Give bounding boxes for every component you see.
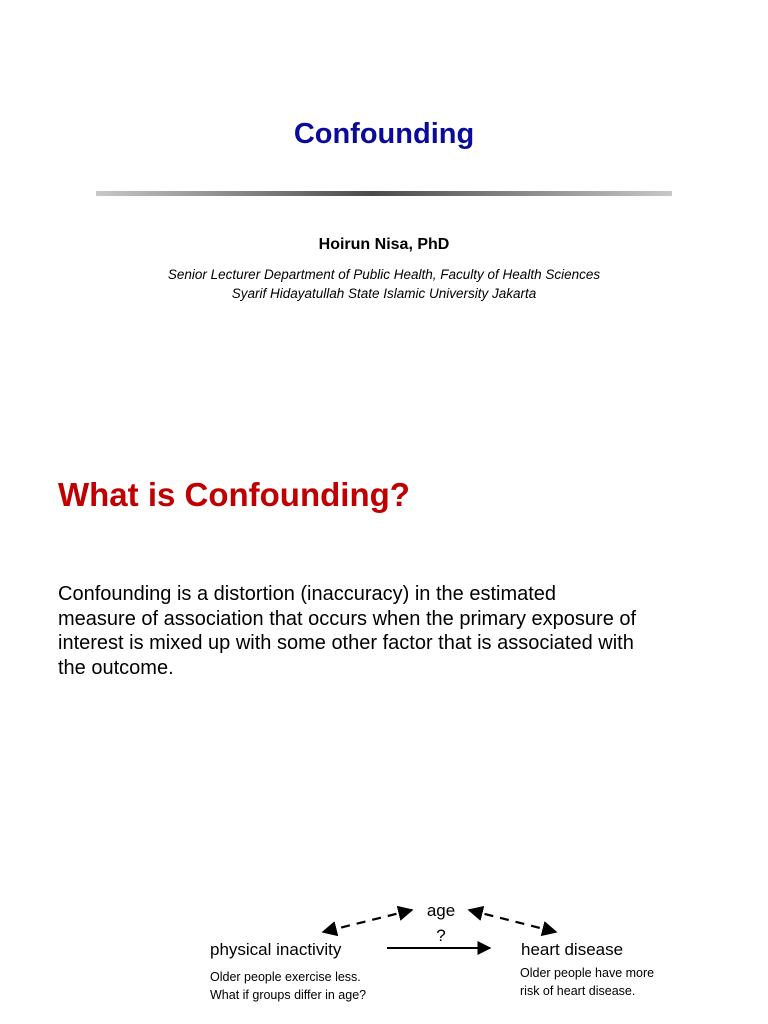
outcome-note-line-1: Older people have more	[520, 966, 655, 980]
title-divider	[96, 191, 672, 196]
affiliation-line-2: Syarif Hidayatullah State Islamic University Jakarta	[231, 286, 537, 301]
exposure-label: physical inactivity	[210, 940, 342, 959]
association-question-mark: ?	[436, 926, 446, 945]
exposure-note-line-1: Older people exercise less.	[210, 970, 361, 984]
definition-line: the outcome.	[58, 656, 174, 679]
outcome-note-line-2: risk of heart disease.	[520, 984, 636, 998]
slide-title: Confounding	[293, 118, 475, 150]
exposure-note-line-2: What if groups differ in age?	[210, 988, 367, 1002]
section-heading: What is Confounding?	[58, 476, 410, 513]
confounder-label: age	[426, 901, 456, 920]
definition-line: Confounding is a distortion (inaccuracy) in the estimated	[58, 583, 557, 605]
confounder-to-outcome-arrow	[469, 910, 556, 932]
affiliation-line-1: Senior Lecturer Department of Public Health, Faculty of Health Sciences	[167, 267, 601, 282]
definition-line: measure of association that occurs when the primary exposure of	[58, 607, 637, 630]
author-name: Hoirun Nisa, PhD	[318, 236, 450, 253]
confounder-to-exposure-arrow	[323, 910, 412, 932]
definition-line: interest is mixed up with some other factor that is associated with	[58, 632, 634, 654]
outcome-label: heart disease	[521, 940, 624, 959]
confounding-diagram	[0, 890, 768, 1024]
definition-paragraph	[58, 582, 718, 680]
